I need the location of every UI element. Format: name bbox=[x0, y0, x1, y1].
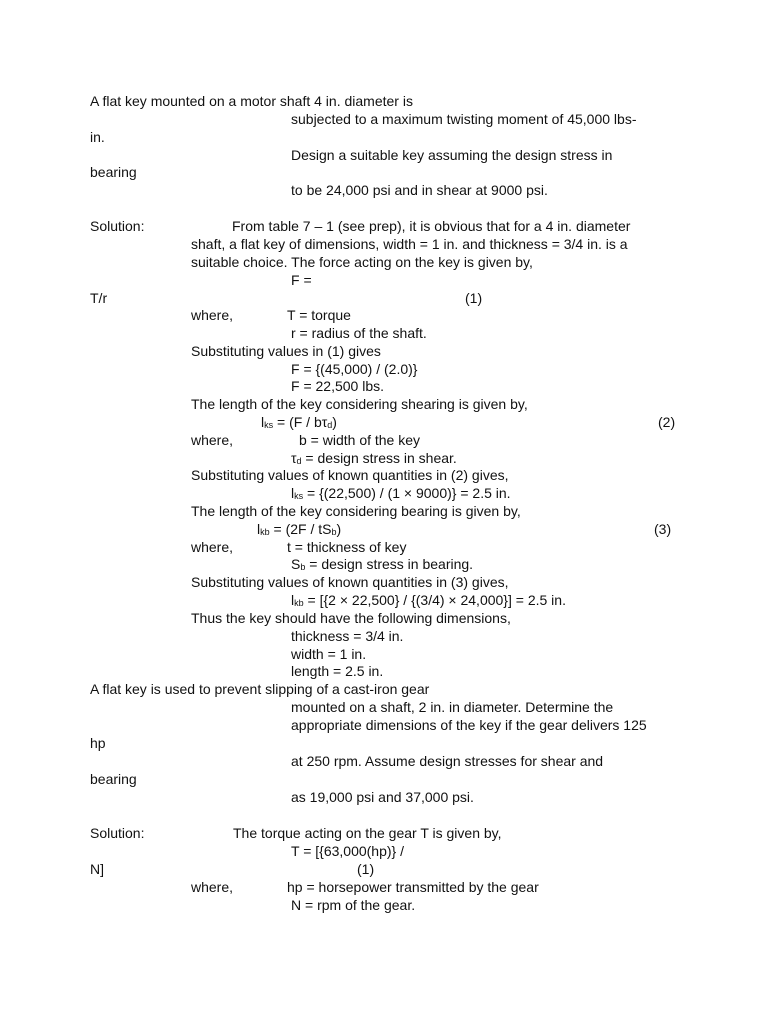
problem1-statement-line-4: Design a suitable key assuming the design stress in bbox=[291, 147, 613, 163]
equation-number-3: (3) bbox=[654, 521, 672, 537]
problem1-solution-intro-3: suitable choice. The force acting on the key is given by, bbox=[191, 254, 533, 270]
thickness-definition: t = thickness of key bbox=[287, 539, 407, 555]
problem2-statement-line-6: bearing bbox=[90, 771, 137, 787]
equation-number-1: (1) bbox=[465, 290, 483, 306]
bearing-stress-definition: Sb = design stress in bearing. bbox=[291, 556, 474, 572]
problem1-statement-line-2: subjected to a maximum twisting moment of 45,000 lbs- bbox=[291, 111, 637, 127]
problem2-statement-line-4: hp bbox=[90, 735, 106, 751]
conclusion-text: Thus the key should have the following dimensions, bbox=[191, 610, 511, 626]
shear-length-text: The length of the key considering shearing is given by, bbox=[191, 396, 528, 412]
problem1-solution-label: Solution: bbox=[90, 218, 145, 234]
bearing-length-text: The length of the key considering bearing is given by, bbox=[191, 503, 521, 519]
problem1-statement-line-3: in. bbox=[90, 129, 105, 145]
problem2-statement-line-2: mounted on a shaft, 2 in. in diameter. Determine the bbox=[291, 699, 614, 715]
dimension-thickness: thickness = 3/4 in. bbox=[291, 628, 404, 644]
shear-length-equation: lks = (F / bτd) bbox=[261, 414, 337, 430]
problem1-statement-line-6: to be 24,000 psi and in shear at 9000 psi. bbox=[291, 182, 548, 198]
where-label-2: where, bbox=[191, 432, 234, 448]
problem2-where-label: where, bbox=[191, 879, 234, 895]
force-result: F = 22,500 lbs. bbox=[291, 378, 385, 394]
shear-stress-definition: τd = design stress in shear. bbox=[291, 450, 457, 466]
dimension-length: length = 2.5 in. bbox=[291, 663, 384, 679]
equation-number-2: (2) bbox=[658, 414, 676, 430]
substitution-3-text: Substituting values of known quantities in (3) gives, bbox=[191, 574, 509, 590]
problem2-torque-equation: T = [{63,000(hp)} / bbox=[291, 843, 404, 859]
rpm-definition: N = rpm of the gear. bbox=[291, 897, 416, 913]
radius-definition: r = radius of the shaft. bbox=[291, 325, 427, 341]
force-calculation: F = {(45,000) / (2.0)} bbox=[291, 361, 418, 377]
problem2-statement-line-1: A flat key is used to prevent slipping of a cast-iron gear bbox=[90, 681, 430, 697]
torque-definition: T = torque bbox=[287, 307, 351, 323]
substitution-2-text: Substituting values of known quantities in (2) gives, bbox=[191, 467, 509, 483]
bearing-length-calculation: lkb = [{2 × 22,500} / {(3/4) × 24,000}] = 2.5 in. bbox=[291, 592, 566, 608]
bearing-length-equation: lkb = (2F / tSb) bbox=[257, 521, 342, 537]
problem1-solution-intro-1: From table 7 – 1 (see prep), it is obvious that for a 4 in. diameter bbox=[232, 218, 631, 234]
problem1-statement-line-1: A flat key mounted on a motor shaft 4 in. diameter is bbox=[90, 93, 413, 109]
problem2-statement-line-7: as 19,000 psi and 37,000 psi. bbox=[291, 789, 474, 805]
problem2-solution-label: Solution: bbox=[90, 825, 145, 841]
where-label-3: where, bbox=[191, 539, 234, 555]
substitution-1-text: Substituting values in (1) gives bbox=[191, 343, 381, 359]
where-label: where, bbox=[191, 307, 234, 323]
force-equation-left: F = bbox=[291, 272, 312, 288]
dimension-width: width = 1 in. bbox=[291, 646, 367, 662]
width-definition: b = width of the key bbox=[299, 432, 421, 448]
problem2-statement-line-3: appropriate dimensions of the key if the gear delivers 125 bbox=[291, 717, 647, 733]
horsepower-definition: hp = horsepower transmitted by the gear bbox=[287, 879, 539, 895]
problem1-statement-line-5: bearing bbox=[90, 164, 137, 180]
force-equation-right: T/r bbox=[90, 290, 108, 306]
problem2-equation-number-1: (1) bbox=[357, 861, 375, 877]
problem1-solution-intro-2: shaft, a flat key of dimensions, width = 1 in. and thickness = 3/4 in. is a bbox=[191, 236, 628, 252]
shear-length-calculation: lks = {(22,500) / (1 × 9000)} = 2.5 in. bbox=[291, 485, 511, 501]
problem2-torque-equation-right: N] bbox=[90, 861, 104, 877]
problem2-torque-text: The torque acting on the gear T is given by, bbox=[233, 825, 502, 841]
problem2-statement-line-5: at 250 rpm. Assume design stresses for shear and bbox=[291, 753, 604, 769]
